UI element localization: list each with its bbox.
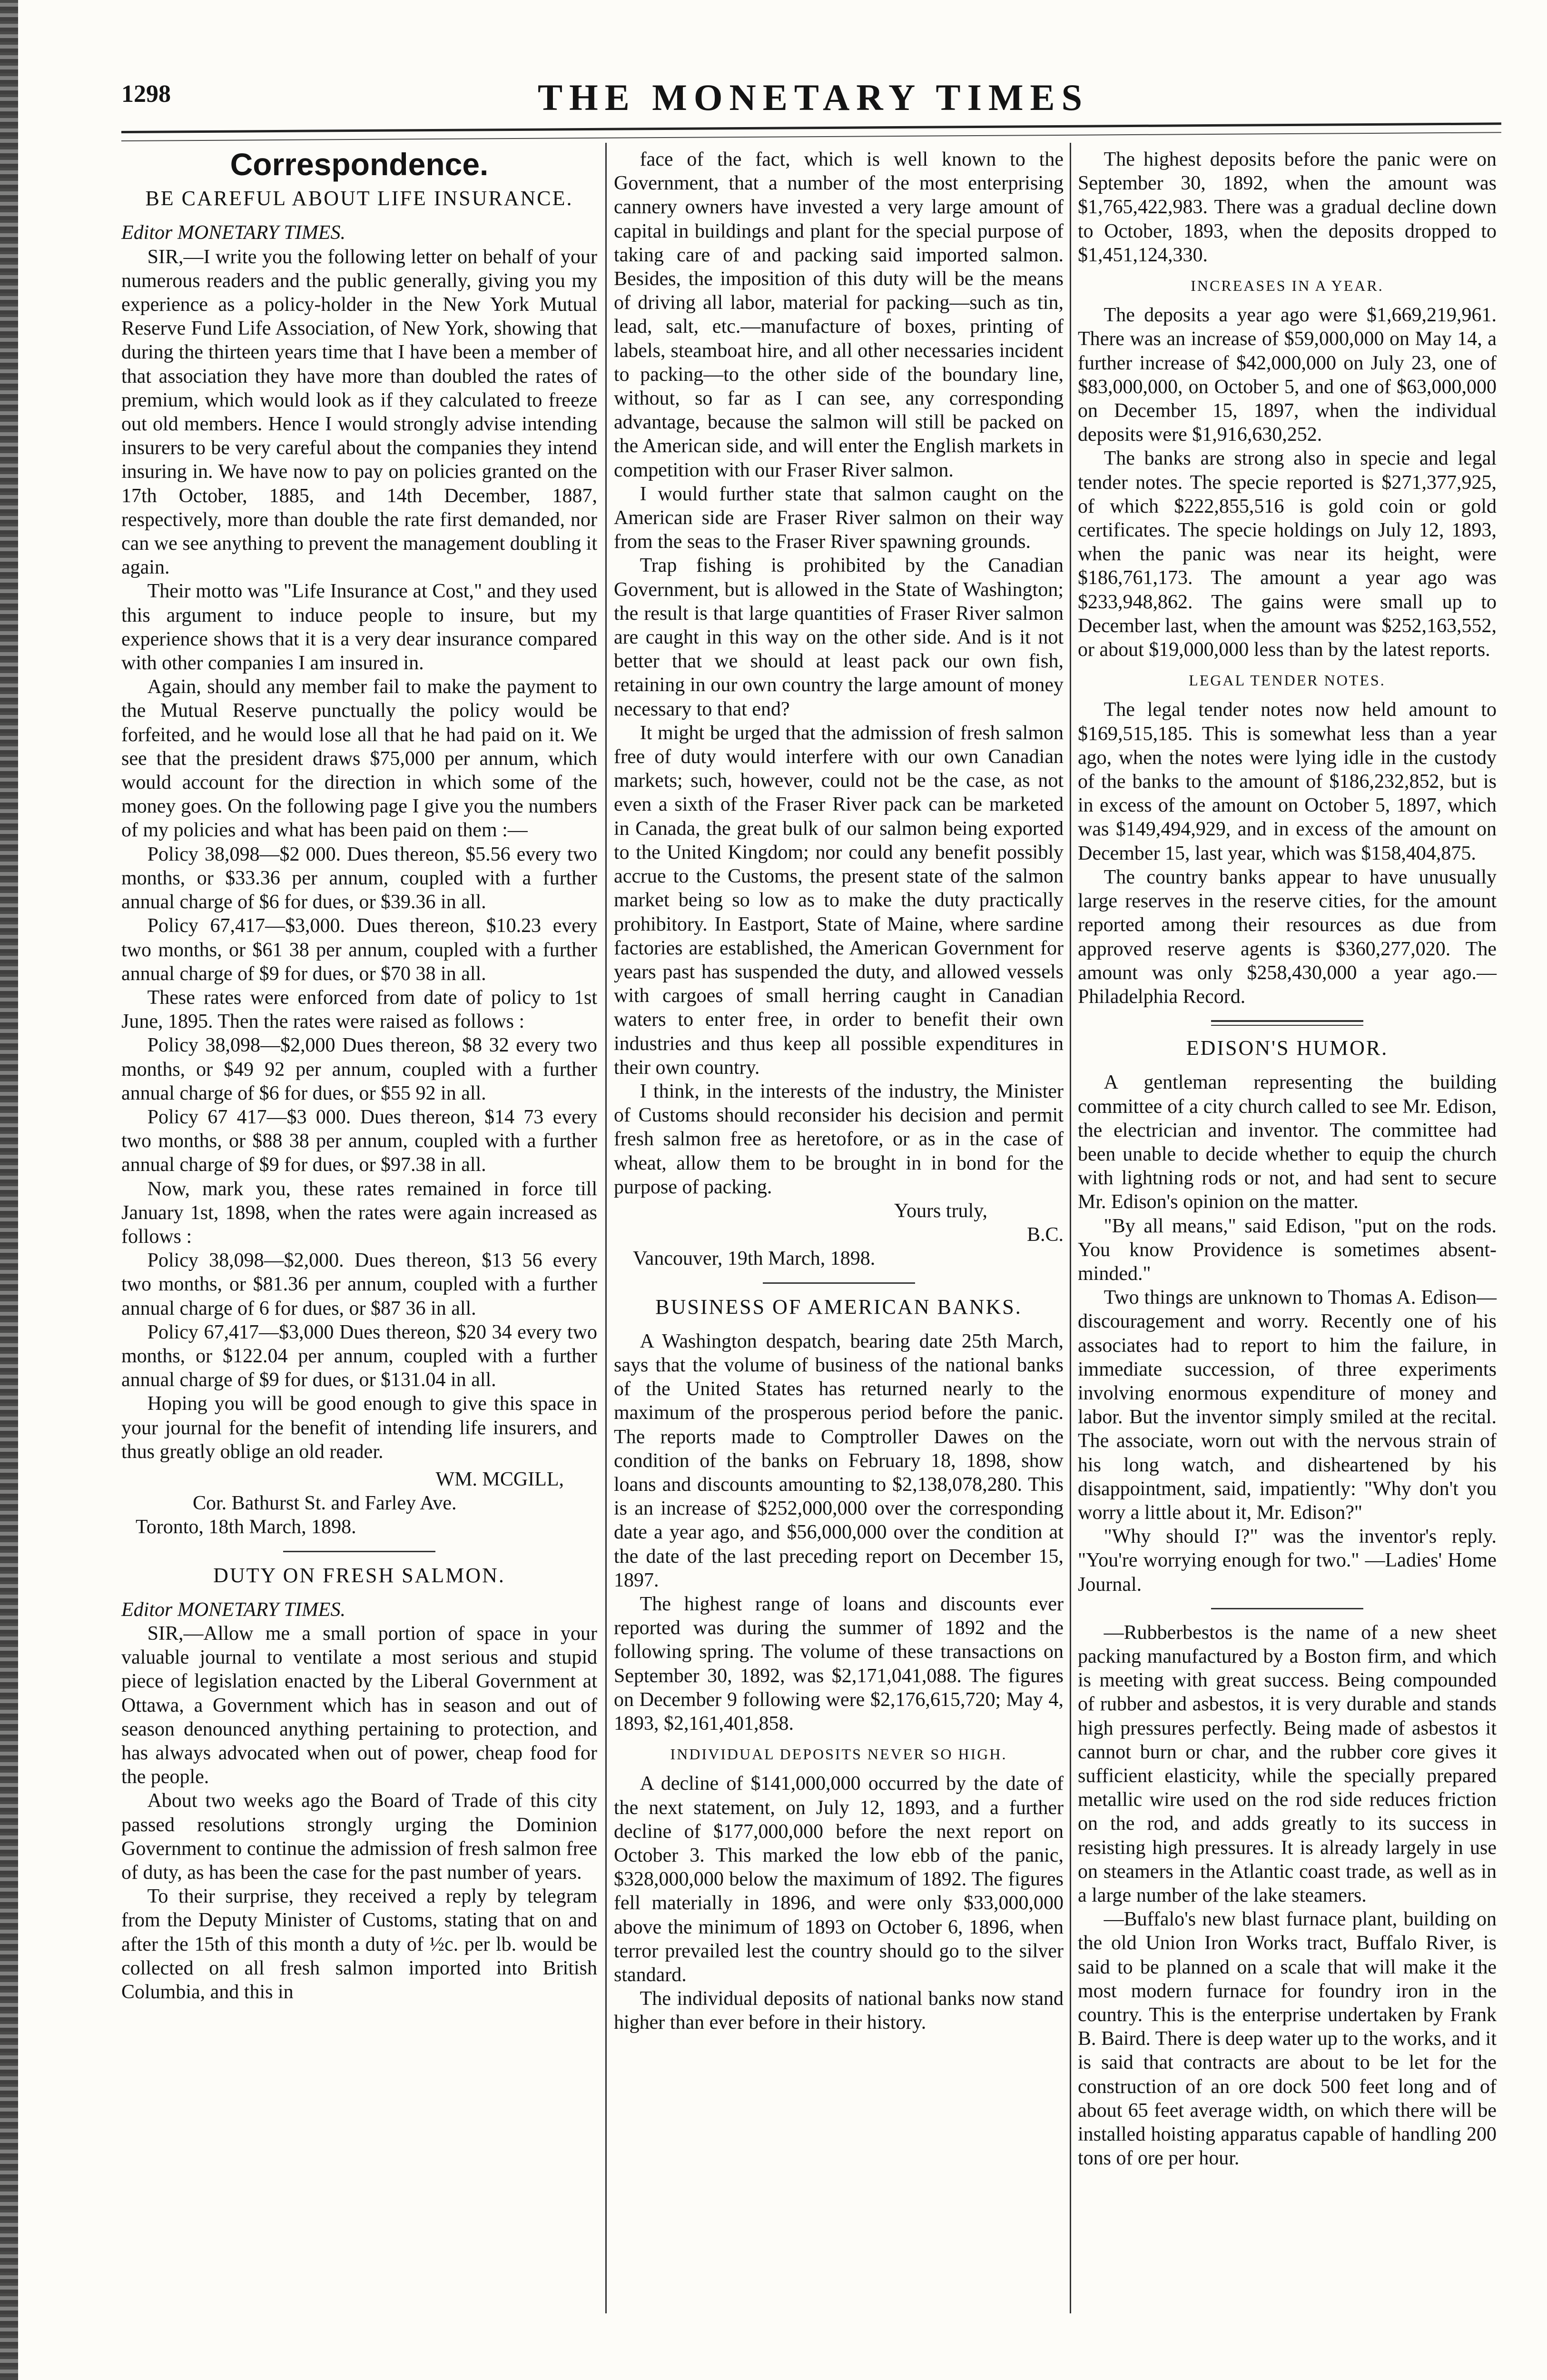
masthead: THE MONETARY TIMES xyxy=(538,77,1089,118)
article-separator xyxy=(1211,1608,1363,1609)
paragraph: The deposits a year ago were $1,669,219,961. There was an increase of $59,000,000 on May 14, a further increase of $42,000,000 on July 23, one of $83,000,000, on October 5, and one of $63,000,000 on December 15, 1897, when the individual deposits were $1,916,630,252. xyxy=(1078,304,1497,446)
paragraph: The highest range of loans and discounts ever reported was during the summer of 1892 and the following spring. The volume of these transactions on September 30, 1892, was $2,171,041,088. The figures on December 9 following were $2,176,615,720; May 4, 1893, $2,161,401,858. xyxy=(614,1593,1064,1735)
paragraph: "Why should I?" was the inventor's reply. "You're worrying enough for two." —Ladies' Home Journal. xyxy=(1078,1526,1497,1596)
article-title: EDISON'S HUMOR. xyxy=(1186,1036,1389,1060)
subheading: LEGAL TENDER NOTES. xyxy=(1189,672,1386,689)
paragraph: Trap fishing is prohibited by the Canadian Government, but is allowed in the State of Washington; the result is that large quantities of Fraser River salmon are caught in this way on the other side. And is it not better that we should at least pack our own fish, retaining in our own country the large amount of money necessary to that end? xyxy=(614,555,1064,720)
paragraph: The individual deposits of national banks now stand higher than ever before in their history. xyxy=(614,1988,1064,2034)
section-title: Correspondence. xyxy=(230,147,489,182)
article-body xyxy=(1078,303,1497,662)
article-body xyxy=(1078,1621,1497,2171)
article-separator xyxy=(763,1282,915,1284)
article-body xyxy=(121,1622,597,2004)
column-3 xyxy=(1078,148,1497,2170)
paragraph: Hoping you will be good enough to give this space in your journal for the benefit of intending life insurers, and thus greatly oblige an old reader. xyxy=(121,1393,597,1463)
paragraph: Two things are unknown to Thomas A. Edison—discouragement and worry. Recently one of his associates had to report to him the failure, in immediate succession, of three experiments involving enormous expenditure of money and labor. But the inventor simply smiled at the recital. The associate, worn out with the nervous strain of his long watch, and disheartened by his disappointment, said, impatiently: "Why don't you worry a little about it, Mr. Edison?" xyxy=(1078,1287,1497,1524)
article-separator xyxy=(1211,1020,1363,1026)
paragraph: Policy 67,417—$3,000 Dues thereon, $20 34 every two months, or $122.04 per annum, coupled with a further annual charge of $9 for dues, or $131.04 in all. xyxy=(121,1321,597,1391)
page-number: 1298 xyxy=(121,80,171,108)
subheading: INCREASES IN A YEAR. xyxy=(1191,277,1384,295)
paragraph: Policy 38,098—$2 000. Dues thereon, $5.56 every two months, or $33.36 per annum, coupled with a further annual charge of $6 for dues, or $39.36 in all. xyxy=(121,843,597,913)
signature: B.C. xyxy=(1026,1224,1064,1246)
paragraph: It might be urged that the admission of fresh salmon free of duty would interfere with our own Canadian markets; such, however, could not be the case, as not even a sixth of the Fraser River pack can be marketed in Canada, the great bulk of our salmon being exported to the United Kingdom; nor could any benefit possibly accrue to the Customs, the present state of the salmon market being so low as to make the duty practically prohibitory. In Eastport, State of Maine, where sardine factories are established, the American Government for years past has suspended the duty, and allowed vessels with cargoes of small herring caught in Canadian waters to enter free, in order to benefit their own industries and thus keep all possible expenditures in their own country. xyxy=(614,722,1064,1079)
column-2 xyxy=(614,148,1064,2035)
paragraph: About two weeks ago the Board of Trade of this city passed resolutions strongly urging the Dominion Government to continue the admission of fresh salmon free of duty, as has been the case for the past number of years. xyxy=(121,1790,597,1884)
paragraph: I think, in the interests of the industry, the Minister of Customs should reconsider his decision and permit fresh salmon free as heretofore, or as in the case of wheat, allow them to be brought in in bond for the purpose of packing. xyxy=(614,1080,1064,1198)
paragraph: Again, should any member fail to make the payment to the Mutual Reserve punctually the policy would be forfeited, and he would lose all that he had paid on it. We see that the president draws $75,000 per annum, which would account for the direction in which some of the money goes. On the following page I give you the numbers of my policies and what has been paid on them :— xyxy=(121,676,597,842)
article-title: BUSINESS OF AMERICAN BANKS. xyxy=(655,1295,1022,1319)
paragraph: Policy 38,098—$2,000 Dues thereon, $8 32 every two months, or $49 92 per annum, coupled with a further annual charge of $6 for dues, or $55 92 in all. xyxy=(121,1034,597,1104)
article-body xyxy=(614,1329,1064,1735)
paragraph: Policy 38,098—$2,000. Dues thereon, $13 56 every two months, or $81.36 per annum, coupled with a further annual charge of 6 for dues, or $87 36 in all. xyxy=(121,1250,597,1319)
article-separator xyxy=(283,1551,435,1552)
editor-salutation: Editor MONETARY TIMES. xyxy=(121,1598,345,1621)
paragraph: I would further state that salmon caught on the American side are Fraser River salmon on their way from the seas to the Fraser River spawning grounds. xyxy=(614,483,1064,553)
paragraph: Policy 67,417—$3,000. Dues thereon, $10.23 every two months, or $61 38 per annum, coupled with a further annual charge of $9 for dues, or $70 38 in all. xyxy=(121,915,597,985)
article-body xyxy=(1078,698,1497,1009)
paragraph: A Washington despatch, bearing date 25th March, says that the volume of business of the national banks of the United States has returned nearly to the maximum of the prosperous period before the panic. The reports made to Comptroller Dawes on the condition of the banks on February 18, 1898, show loans and discounts amounting to $2,138,078,280. This is an increase of $252,000,000 over the corresponding date a year ago, and $56,000,000 over the condition at the date of the last preceding report on December 15, 1897. xyxy=(614,1330,1064,1591)
paragraph: SIR,—Allow me a small portion of space in your valuable journal to ventilate a most serious and stupid piece of legislation enacted by the Liberal Government at Ottawa, a Government which has in season and out of season denounced anything pertaining to protection, and has always advocated when out of power, cheap food for the people. xyxy=(121,1622,597,1788)
paragraph: SIR,—I write you the following letter on behalf of your numerous readers and the public generally, giving you my experience as a policy-holder in the New York Mutual Reserve Fund Life Association, of New York, showing that during the thirteen years time that I have been a member of that association they have more than doubled the rates of premium, which would look as if they calculated to freeze out old members. Hence I would strongly advise intending insurers to be very careful about the companies they intend insuring in. We have now to pay on policies granted on the 17th October, 1885, and 14th December, 1887, respectively, more than double the rate first demanded, nor can we see anything to prevent the management doubling it again. xyxy=(121,246,597,579)
article-body xyxy=(1078,148,1497,267)
address: Cor. Bathurst St. and Farley Ave. xyxy=(193,1492,457,1515)
paragraph: Their motto was "Life Insurance at Cost," and they used this argument to induce people to insure, but my experience shows that it is a very dear insurance compared with other companies I am insured in. xyxy=(121,580,597,674)
subheading: INDIVIDUAL DEPOSITS NEVER SO HIGH. xyxy=(670,1745,1007,1763)
article-body xyxy=(1078,1071,1497,1596)
article-body xyxy=(121,245,597,1464)
paragraph: —Rubberbestos is the name of a new sheet packing manufactured by a Boston firm, and which is meeting with great success. Being compounded of rubber and asbestos, it is very durable and stands high pressures perfectly. Being made of asbestos it cannot burn or char, and the rubber core gives it sufficient elasticity, while the specially prepared metallic wire used on the rod side reduces friction on the rod, and adds greatly to its success in resisting high pressures. It is already largely in use on steamers in the Atlantic coast trade, as well as in a large number of the lake steamers. xyxy=(1078,1621,1497,1907)
signature: WM. MCGILL, xyxy=(435,1468,564,1490)
article-body xyxy=(614,1772,1064,2034)
header-rule-thin xyxy=(121,132,1501,141)
article-title: BE CAREFUL ABOUT LIFE INSURANCE. xyxy=(145,187,573,210)
paragraph: These rates were enforced from date of policy to 1st June, 1895. Then the rates were raised as follows : xyxy=(121,986,597,1033)
paragraph: —Buffalo's new blast furnace plant, building on the old Union Iron Works tract, Buffalo River, is said to be planned on a scale that will make it the most modern furnace for foundry iron in the country. This is the enterprise undertaken by Frank B. Baird. There is deep water up to the works, and it is said that contracts are about to be let for the construction of an ore dock 500 feet long and of about 65 feet average width, on which there will be installed hoisting apparatus capable of handling 200 tons of ore per hour. xyxy=(1078,1908,1497,2170)
paragraph: The highest deposits before the panic were on September 30, 1892, when the amount was $1,765,422,983. There was a gradual decline down to October, 1893, when the deposits dropped to $1,451,124,330. xyxy=(1078,149,1497,266)
paragraph: The banks are strong also in specie and legal tender notes. The specie reported is $271,377,925, of which $222,855,516 is gold coin or gold certificates. The specie holdings on July 12, 1893, when the panic was near its height, were $186,761,173. The amount a year ago was $233,948,862. The gains were small up to December last, when the amount was $252,163,552, or about $19,000,000 less than by the latest reports. xyxy=(1078,447,1497,661)
paragraph: "By all means," said Edison, "put on the rods. You know Providence is sometimes absent-minded." xyxy=(1078,1215,1497,1285)
paragraph: Now, mark you, these rates remained in force till January 1st, 1898, when the rates were again increased as follows : xyxy=(121,1178,597,1248)
paragraph: The legal tender notes now held amount to $169,515,185. This is somewhat less than a year ago, when the notes were lying idle in the custody of the banks to the amount of $186,232,852, but is in excess of the amount on October 5, 1897, which was $149,494,929, and in excess of the amount on December 15, last year, which was $158,404,875. xyxy=(1078,699,1497,864)
header-rule xyxy=(121,122,1501,133)
editor-salutation: Editor MONETARY TIMES. xyxy=(121,222,345,244)
article-title: DUTY ON FRESH SALMON. xyxy=(213,1563,505,1587)
closing: Yours truly, xyxy=(894,1200,987,1222)
paragraph: face of the fact, which is well known to the Government, that a number of the most enterprising cannery owners have invested a very large amount of capital in buildings and plant for the special purpose of taking care of and packing said imported salmon. Besides, the imposition of this duty will be the means of driving all labor, material for packing—such as tin, lead, salt, etc.—manufacture of boxes, printing of labels, steamboat hire, and all other necessaries incident to packing—to the other side of the boundary line, without, so far as I can see, any corresponding advantage, because the salmon will still be packed on the American side, and will enter the English markets in competition with our Fraser River salmon. xyxy=(614,149,1064,481)
paragraph: To their surprise, they received a reply by telegram from the Deputy Minister of Customs, stating that on and after the 15th of this month a duty of ½c. per lb. would be collected on all fresh salmon imported into British Columbia, and this in xyxy=(121,1885,597,2003)
page-binding-edge xyxy=(0,0,18,2380)
paragraph: The country banks appear to have unusually large reserves in the reserve cities, for the amount reported among their resources as due from approved reserve agents is $360,277,020. The amount was only $258,430,000 a year ago.—Philadelphia Record. xyxy=(1078,866,1497,1008)
column-divider xyxy=(605,143,607,2313)
article-body xyxy=(614,148,1064,1199)
paragraph: A decline of $141,000,000 occurred by the date of the next statement, on July 12, 1893, and a further decline of $177,000,000 before the next report on October 3. This marked the low ebb of the panic, $328,000,000 below the maximum of 1892. The figures fell materially in 1896, and were only $33,000,000 above the minimum of 1893 on October 6, 1896, when terror prevailed lest the country should go to the silver standard. xyxy=(614,1773,1064,1986)
column-divider xyxy=(1070,143,1071,2313)
paragraph: Policy 67 417—$3 000. Dues thereon, $14 73 every two months, or $88 38 per annum, coupled with a further annual charge of $9 for dues, or $97.38 in all. xyxy=(121,1106,597,1176)
dateline: Toronto, 18th March, 1898. xyxy=(136,1516,356,1538)
column-1 xyxy=(121,148,597,2004)
paragraph: A gentleman representing the building committee of a city church called to see Mr. Edison, the electrician and inventor. The committee had been unable to decide whether to equip the church with lightning rods or not, and had sent to secure Mr. Edison's opinion on the matter. xyxy=(1078,1071,1497,1213)
dateline: Vancouver, 19th March, 1898. xyxy=(633,1248,876,1270)
